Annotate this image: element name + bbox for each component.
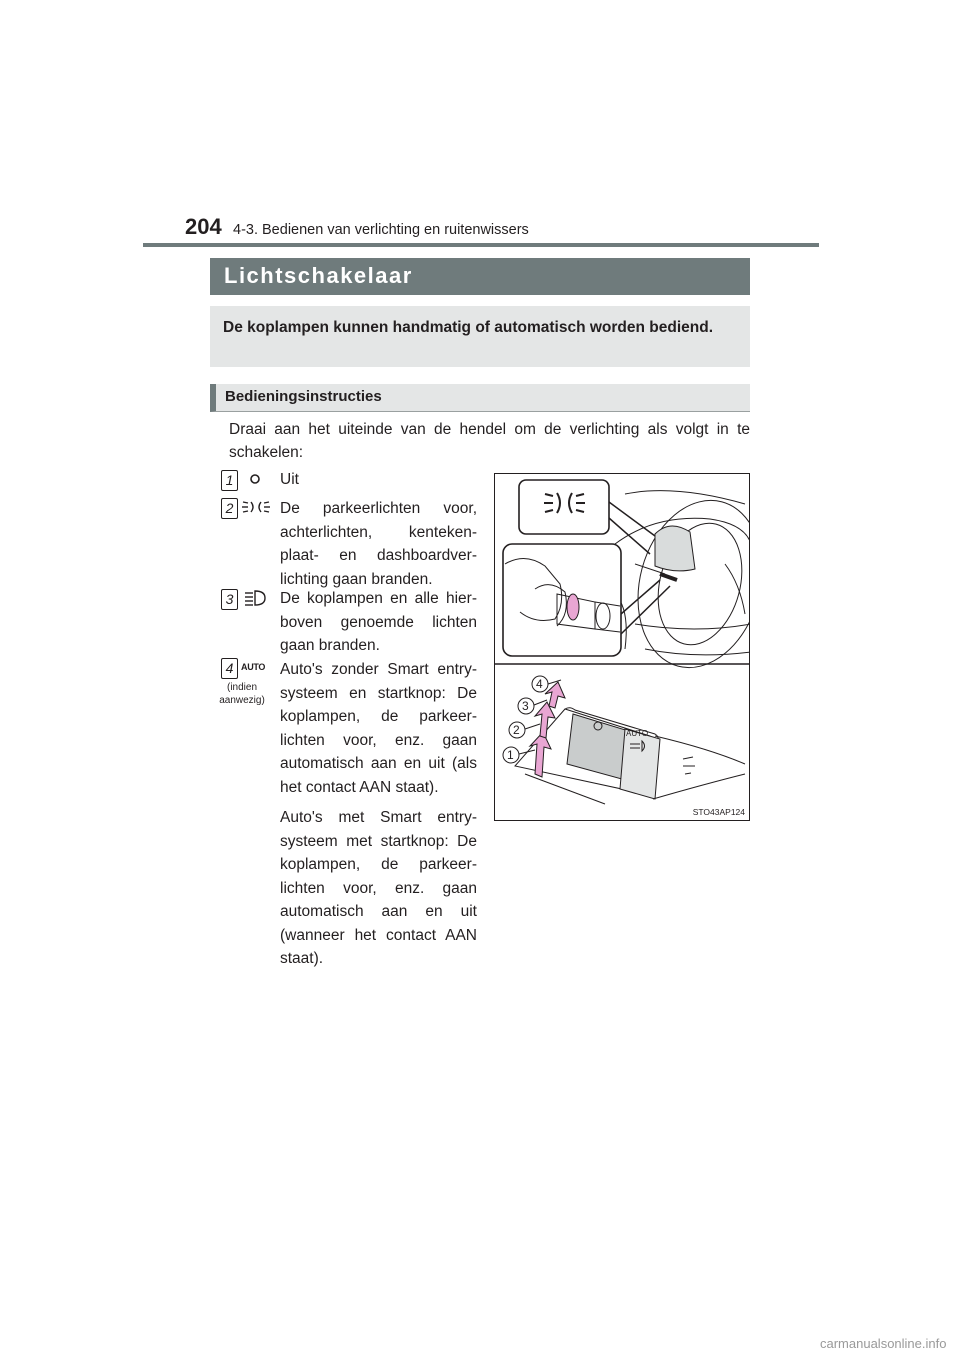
item-number-3: 3: [221, 589, 238, 610]
headlight-icon: [243, 588, 267, 608]
light-switch-figure: [494, 473, 750, 821]
footer-watermark: carmanualsonline.info: [820, 1336, 947, 1351]
light-switch-illustration: [495, 474, 750, 821]
item-text-3: De koplampen en alle hier-boven genoemde lichten gaan branden.: [280, 590, 477, 654]
item-text-1: Uit: [280, 471, 299, 488]
off-icon: [248, 472, 262, 486]
intro-box: [210, 306, 750, 367]
item-number-2: 2: [221, 498, 238, 519]
intro-text: De koplampen kunnen handmatig of automatisch worden bediend.: [223, 319, 714, 336]
item-text-4a: Auto's zonder Smart entry-systeem en startknop: De koplampen, de parkeer-lichten voor, enz. gaan automatisch aan en uit (als het contact AAN staat).: [280, 661, 477, 796]
section-reference: 4-3. Bedienen van verlichting en ruitenwissers: [233, 222, 529, 238]
parking-light-icon: [241, 498, 271, 516]
if-equipped-note: (indien aanwezig): [219, 682, 265, 706]
callout-1: 1: [507, 748, 514, 762]
callout-3: 3: [522, 699, 529, 713]
figure-code: STO43AP124: [692, 807, 745, 817]
section-title-bar: [210, 258, 750, 295]
item-number-4: 4: [221, 658, 238, 679]
auto-icon: AUTO: [241, 662, 266, 672]
callout-4: 4: [536, 677, 543, 691]
subheading: Bedieningsinstructies: [225, 388, 382, 405]
header-divider: [143, 243, 819, 247]
item-text-4b: Auto's met Smart entry-systeem met startknop: De koplampen, de parkeer-lichten voor, enz. gaan automatisch aan en uit (wanneer het contact AAN staat).: [280, 809, 477, 967]
instruction-text: Draai aan het uiteinde van de hendel om de verlichting als volgt in te schakelen:: [229, 421, 750, 461]
section-title: Lichtschakelaar: [224, 263, 413, 288]
page-number: 204: [185, 214, 222, 239]
item-text-2: De parkeerlichten voor, achterlichten, kenteken-plaat- en dashboardver-lichting gaan branden.: [280, 500, 477, 588]
subheading-bar: [210, 384, 750, 412]
item-number-1: 1: [221, 470, 238, 491]
callout-2: 2: [513, 723, 520, 737]
svg-text:AUTO: AUTO: [626, 729, 649, 738]
